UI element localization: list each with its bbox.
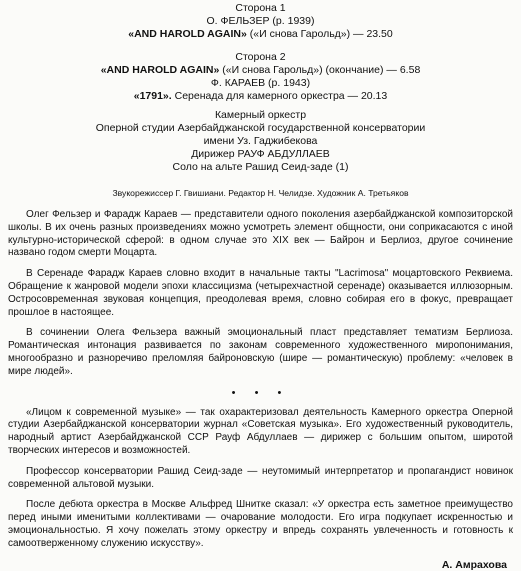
ensemble-line2: Оперной студии Азербайджанской государственной консерватории: [95, 122, 426, 134]
side2-composer: Ф. КАРАЕВ (р. 1943): [210, 77, 311, 89]
essay-paragraph: В сочинении Олега Фельзера важный эмоциональный пласт представляет тематизм Берлиоза. Романтическая интонация развивается по законам современного художественного миропонимания, многообразно и разноречиво преломляя байроновскую (шире — романтическую) проблему: «человек в мире людей».: [8, 327, 513, 377]
section-divider: • • •: [231, 386, 290, 399]
author-signature: А. Амрахова: [441, 558, 507, 571]
side2-work-title: «AND HAROLD AGAIN»: [100, 64, 220, 76]
conductor: Дирижер РАУФ АБДУЛЛАЕВ: [191, 148, 330, 160]
essay-paragraph: Профессор консерватории Рашид Сеид-заде — неутомимый интерпретатор и пропагандист новинок современной альтовой музыки.: [8, 465, 513, 490]
essay-paragraph: «Лицом к современной музыке» — так охарактеризовал деятельность Камерного оркестра Оперной студии Азербайджанской консерватории журнал «Советская музыка». Его художественный руководитель, народный артист Азербайджанской ССР Рауф Абдуллаев — дирижер с большим опытом, широтой творческих интересов и возможностей.: [8, 406, 513, 456]
side2-work2: [8, 90, 513, 103]
soloist: Соло на альте Рашид Сеид-заде (1): [172, 161, 349, 173]
essay-paragraph: После дебюта оркестра в Москве Альфред Шнитке сказал: «У оркестра есть заметное преимущество перед иными именитыми коллективами — очарование молодости. Его игра подкупает искренностью и эмоциональностью. Я хочу пожелать этому оркестру и впредь сохранять увлеченность и готовность к самоотверженному служению искусству».: [8, 499, 513, 549]
essay: [8, 209, 513, 551]
side1-work-title: «AND HAROLD AGAIN»: [128, 28, 247, 40]
tracklist: [8, 2, 513, 174]
side2-work2-title: «1791».: [133, 90, 172, 102]
ensemble-line3: имени Уз. Гаджибекова: [203, 135, 318, 147]
side2-work: [8, 64, 513, 77]
side2-work2-rest: Серенада для камерного оркестра — 20.13: [171, 90, 388, 102]
essay-paragraph: В Серенаде Фарадж Караев словно входит в начальные такты "Lacrimosa" моцартовского Реквиема. Обращение к жанровой модели эпохи классицизма (четырехчастной серенаде) оказывается иллюзорным. Остросовременная звуковая концепция, преодолевая время, словно собирая его в фокус, превращает прошлое в настоящее.: [8, 268, 513, 318]
credits-line: Звукорежиссер Г. Гвишиани. Редактор Н. Челидзе. Художник А. Третьяков: [112, 188, 409, 198]
side2-heading: Сторона 2: [235, 51, 286, 63]
side2-work-rest: («И снова Гарольд») (окончание) — 6.58: [219, 64, 421, 76]
side1-heading: Сторона 1: [235, 2, 286, 14]
side1-work-rest: («И снова Гарольд») — 23.50: [246, 28, 393, 40]
essay-paragraph: Олег Фельзер и Фарадж Караев — представители одного поколения азербайджанской композиторской школы. В их очень разных произведениях можно усмотреть элемент общности, они соприкасаются с иной культурно-исторической сферой: в одном случае это XIX век — Байрон и Берлиоз, другое сочинение названо годом смерти Моцарта.: [8, 209, 513, 259]
side1-work: [8, 28, 513, 41]
ensemble: Камерный оркестр: [214, 109, 307, 121]
side1-composer: О. ФЕЛЬЗЕР (р. 1939): [206, 15, 315, 27]
